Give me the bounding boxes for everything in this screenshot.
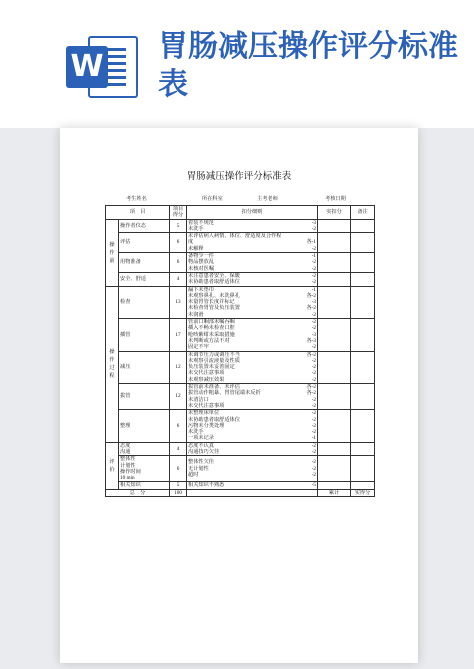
criteria-line (188, 226, 316, 232)
remarks-cell[interactable] (351, 351, 375, 383)
criteria-text: 未解释 (188, 245, 204, 252)
criteria-line (188, 435, 316, 441)
criteria-line (188, 279, 316, 285)
item-points: 17 (170, 319, 187, 351)
actual-deduction-cell[interactable] (318, 319, 351, 351)
sub-item: 整体性 计划性 操作时间 10 min (119, 456, 170, 482)
criteria-text: 未交代注意事项 (188, 402, 225, 409)
criteria-cell (187, 319, 318, 351)
criteria-text: 未洗手 (188, 429, 204, 436)
criteria-deduction: -2 (311, 265, 317, 272)
sub-item: 插管 (119, 319, 170, 351)
criteria-text: 一项未记录 (188, 435, 214, 442)
criteria-line (188, 482, 316, 488)
criteria-deduction: -3 (311, 219, 317, 226)
criteria-text: 未注意患者安全、保暖 (188, 272, 240, 279)
criteria-text: 未量胃管长度并标记 (188, 299, 235, 306)
criteria-text: 未核对医嘱 (188, 265, 214, 272)
criteria-cell (187, 384, 318, 410)
remarks-cell[interactable] (351, 253, 375, 273)
total-row (106, 489, 375, 496)
section-label (106, 286, 119, 442)
criteria-deduction: -2 (311, 259, 317, 266)
criteria-deduction: -2 (311, 402, 317, 409)
remarks-cell[interactable] (351, 233, 375, 253)
criteria-cell (187, 272, 318, 286)
criteria-deduction: -5 (311, 482, 317, 489)
section-label-char: 过 (109, 365, 115, 372)
criteria-deduction: -2 (311, 459, 317, 466)
criteria-cell (187, 219, 318, 233)
criteria-deduction: -1 (311, 435, 317, 442)
actual-deduction-cell[interactable] (318, 442, 351, 456)
item-points: 5 (170, 219, 187, 233)
criteria-text: 未评估病人病情、体位、舒适度及合作程 (188, 233, 282, 240)
section-label-char: 作 (109, 357, 115, 364)
criteria-line (188, 377, 316, 383)
criteria-text: 相关知识不熟悉 (188, 482, 225, 489)
criteria-text: 未协助患者取舒适体位 (188, 416, 240, 423)
criteria-text: 未洗手 (188, 225, 204, 232)
criteria-text: 整体性欠佳 (188, 459, 214, 466)
item-points: 6 (170, 253, 187, 273)
criteria-text: 物品摆放乱 (188, 259, 214, 266)
scoring-table (105, 205, 375, 497)
sub-item: 用物准备 (119, 253, 170, 273)
criteria-deduction: -2 (311, 376, 317, 383)
table-row (106, 219, 375, 233)
criteria-text: 呛咳紫绀未采取措施 (188, 331, 235, 338)
exam-date-label: 考核日期 (325, 196, 346, 202)
criteria-deduction: -2 (311, 364, 317, 371)
actual-deduction-cell[interactable] (318, 384, 351, 410)
item-points: 12 (170, 384, 187, 410)
total-points: 100 (170, 489, 187, 496)
remarks-cell[interactable] (351, 319, 375, 351)
header-points: 项目得分 (170, 206, 187, 220)
criteria-deduction: -2 (311, 396, 317, 403)
table-row (106, 272, 375, 286)
banner (0, 0, 474, 128)
criteria-deduction: -2 (311, 465, 317, 472)
table-row (106, 410, 375, 442)
criteria-deduction: -1 (311, 253, 317, 260)
criteria-deduction: -2 (311, 416, 317, 423)
sub-item: 操作者仪态 (119, 219, 170, 233)
item-points: 13 (170, 286, 187, 318)
remarks-cell[interactable] (351, 442, 375, 456)
criteria-text: 插入不畅未检查口腔 (188, 325, 235, 332)
criteria-cell (187, 286, 318, 318)
table-row (106, 253, 375, 273)
actual-deduction-cell[interactable] (318, 351, 351, 383)
sub-item: 减压 (119, 351, 170, 383)
criteria-text: 备物少一件 (188, 253, 214, 260)
criteria-deduction: -2 (311, 225, 317, 232)
section-label-char: 操 (109, 241, 115, 248)
total-label: 总 分 (106, 489, 170, 496)
sub-item: 拔管 (119, 384, 170, 410)
section-label-char: 操 (109, 349, 115, 356)
criteria-text: 度 (188, 239, 194, 246)
criteria-deduction: -2 (311, 344, 317, 351)
criteria-text: 态度不认真 (188, 442, 214, 449)
actual-deduction-cell[interactable] (318, 233, 351, 253)
examinee-label: 考生姓名 (126, 196, 147, 202)
criteria-cell (187, 351, 318, 383)
criteria-deduction: 各-2 (306, 292, 317, 299)
table-row (106, 456, 375, 482)
criteria-text: 超时 (188, 472, 199, 479)
item-points: 4 (170, 442, 187, 456)
actual-deduction-cell[interactable] (318, 482, 351, 489)
criteria-text: 负压装置未妥善固定 (188, 364, 235, 371)
table-header-row (106, 206, 375, 220)
table-row (106, 442, 375, 456)
section-label-char: 作 (109, 249, 115, 256)
criteria-deduction: -2 (311, 429, 317, 436)
criteria-text: 管前口咽部未嘱吞咽 (188, 319, 235, 326)
document-page (60, 128, 418, 663)
actual-deduction-cell[interactable] (318, 272, 351, 286)
criteria-text: 拔管前未准备、未评估 (188, 384, 240, 391)
criteria-text: 未观察鼻孔、未洗鼻孔 (188, 292, 240, 299)
criteria-line (188, 403, 316, 409)
remarks-cell[interactable] (351, 456, 375, 482)
item-points: 12 (170, 351, 187, 383)
word-letter: W (66, 46, 108, 88)
department-label: 所在科室 (202, 196, 223, 202)
total-blank (187, 489, 318, 496)
actual-deduction-cell[interactable] (318, 410, 351, 442)
criteria-text: 污物未分类处理 (188, 422, 225, 429)
criteria-deduction: 各-3 (306, 337, 317, 344)
criteria-deduction: -2 (311, 311, 317, 318)
table-row (106, 351, 375, 383)
criteria-deduction: -2 (311, 325, 317, 332)
sub-item: 评估 (119, 233, 170, 253)
criteria-deduction: -3 (311, 299, 317, 306)
criteria-text: 未整理床单位 (188, 410, 220, 417)
remarks-cell[interactable] (351, 410, 375, 442)
criteria-cell (187, 482, 318, 489)
criteria-text: 未检查胃管及负压装置 (188, 305, 240, 312)
actual-score-label: 实得分 (351, 489, 375, 496)
cumulative-label: 累计 (318, 489, 351, 496)
item-points: 4 (170, 272, 187, 286)
criteria-text: 拔管动作粗暴、胃管尾端未反折 (188, 390, 261, 397)
section-label-char: 前 (109, 257, 115, 264)
banner-title: 胃肠减压操作评分标准表 (158, 29, 458, 102)
section-label-char: 价 (109, 466, 115, 473)
criteria-deduction: -2 (311, 319, 317, 326)
table-row (106, 482, 375, 489)
item-points: 6 (170, 456, 187, 482)
criteria-line (188, 246, 316, 252)
header-remarks: 备注 (351, 206, 375, 220)
criteria-text: 未交代注意事项 (188, 370, 225, 377)
section-label (106, 219, 119, 286)
criteria-deduction: -2 (311, 422, 317, 429)
criteria-deduction: 各-2 (306, 384, 317, 391)
remarks-cell[interactable] (351, 482, 375, 489)
criteria-line (188, 472, 316, 478)
sub-item: 态度 沟通 (119, 442, 170, 456)
criteria-cell (187, 410, 318, 442)
criteria-text: 未观察减压效果 (188, 376, 225, 383)
actual-deduction-cell[interactable] (318, 286, 351, 318)
criteria-text: 未调节压力或调压不当 (188, 351, 240, 358)
criteria-line (188, 344, 316, 350)
criteria-deduction: -2 (311, 448, 317, 455)
criteria-deduction: -2 (311, 245, 317, 252)
criteria-deduction: 各-1 (306, 239, 317, 246)
document-title: 胃肠减压操作评分标准表 (186, 171, 292, 182)
criteria-line (188, 312, 316, 318)
item-points: 6 (170, 410, 187, 442)
criteria-deduction: -2 (311, 410, 317, 417)
item-points: 5 (170, 482, 187, 489)
remarks-cell[interactable] (351, 384, 375, 410)
header-item: 项 目 (106, 206, 170, 220)
table-row (106, 384, 375, 410)
section-label-char: 程 (109, 373, 115, 380)
criteria-text: 未观察引流液量及性质 (188, 357, 240, 364)
criteria-text: 未清洁口 (188, 396, 209, 403)
criteria-text: 无计划性 (188, 465, 209, 472)
criteria-deduction: -2 (311, 357, 317, 364)
criteria-text: 固定不牢 (188, 344, 209, 351)
criteria-deduction: -2 (311, 442, 317, 449)
table-row (106, 233, 375, 253)
criteria-deduction: -2 (311, 472, 317, 479)
remarks-cell[interactable] (351, 272, 375, 286)
actual-deduction-cell[interactable] (318, 219, 351, 233)
criteria-deduction: 各-2 (306, 351, 317, 358)
criteria-cell (187, 233, 318, 253)
table-row (106, 286, 375, 318)
remarks-cell[interactable] (351, 286, 375, 318)
section-label (106, 442, 119, 489)
examiner-label: 主考老师 (257, 196, 278, 202)
criteria-line (188, 266, 316, 272)
criteria-deduction: -1 (311, 286, 317, 293)
section-label-char: 评 (109, 458, 115, 465)
sub-item: 相关知识 (119, 482, 170, 489)
criteria-text: 沟通技巧欠佳 (188, 448, 220, 455)
criteria-deduction: 各-2 (306, 390, 317, 397)
header-criteria: 扣分细则 (187, 206, 318, 220)
criteria-text: 未协助患者取舒适体位 (188, 279, 240, 286)
criteria-line (188, 449, 316, 455)
actual-deduction-cell[interactable] (318, 456, 351, 482)
criteria-text: 着装不规范 (188, 219, 214, 226)
criteria-text: 未判断或方法不对 (188, 337, 230, 344)
header-actual-deduction: 实扣分 (318, 206, 351, 220)
criteria-deduction: -3 (311, 331, 317, 338)
word-document-icon (66, 34, 136, 98)
criteria-deduction: -2 (311, 370, 317, 377)
actual-deduction-cell[interactable] (318, 253, 351, 273)
sub-item: 检查 (119, 286, 170, 318)
criteria-text: 漏下未垫巾 (188, 286, 214, 293)
item-points: 6 (170, 233, 187, 253)
criteria-cell (187, 456, 318, 482)
criteria-cell (187, 253, 318, 273)
sub-item: 安全、舒适 (119, 272, 170, 286)
table-row (106, 319, 375, 351)
criteria-deduction: 各-2 (306, 305, 317, 312)
sub-item: 整理 (119, 410, 170, 442)
remarks-cell[interactable] (351, 219, 375, 233)
criteria-deduction: -2 (311, 272, 317, 279)
criteria-text: 未润滑 (188, 311, 204, 318)
criteria-cell (187, 442, 318, 456)
criteria-deduction: -2 (311, 279, 317, 286)
